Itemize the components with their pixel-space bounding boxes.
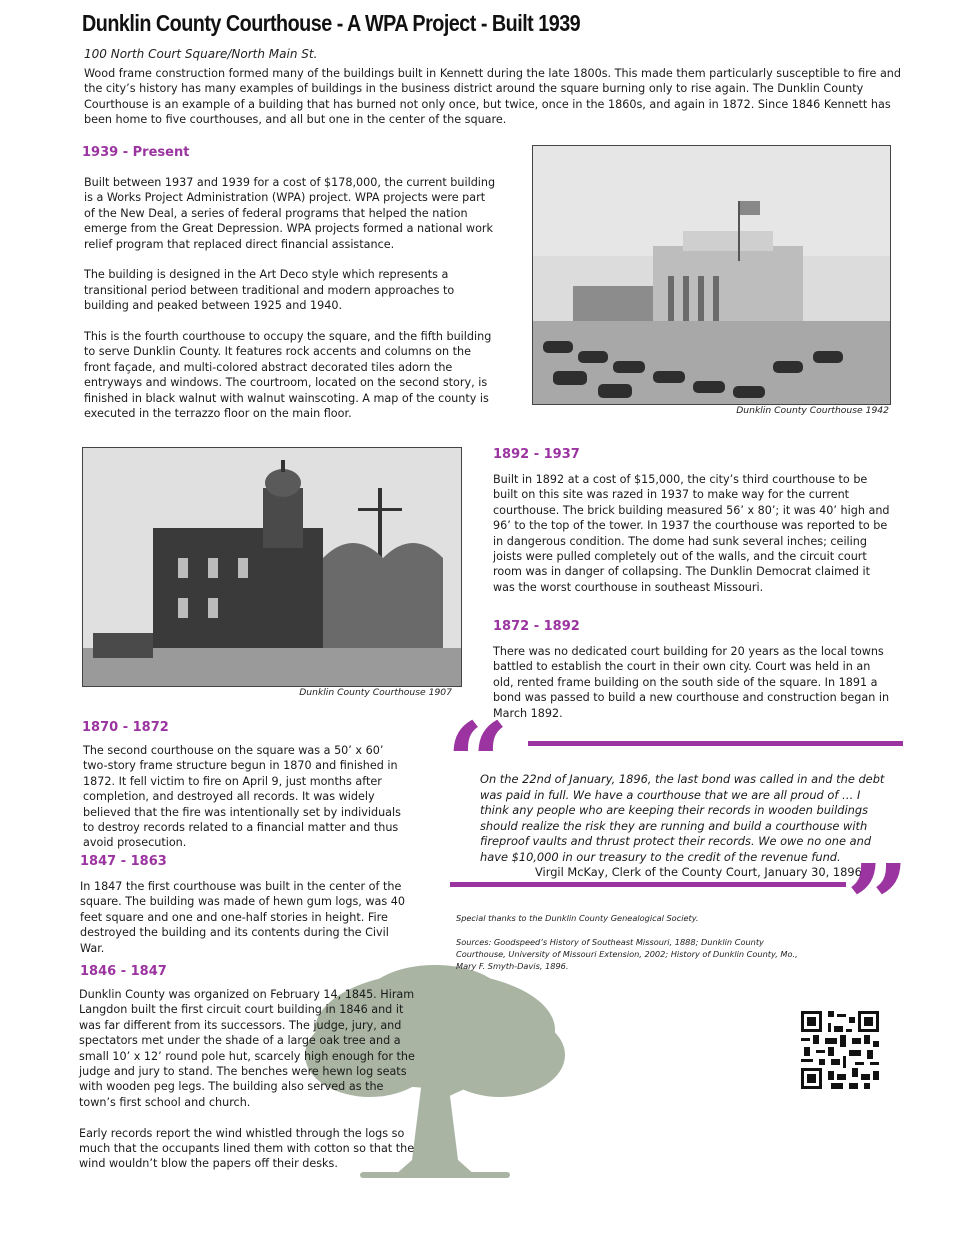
- section-heading-1847: 1847 - 1863: [80, 854, 167, 869]
- section-heading-1872: 1872 - 1892: [493, 619, 580, 634]
- address: 100 North Court Square/North Main St.: [84, 47, 318, 61]
- quote-top-rule: [528, 741, 903, 746]
- close-quote-mark: ”: [846, 840, 910, 969]
- section-heading-1939: 1939 - Present: [82, 145, 190, 160]
- section-heading-1892: 1892 - 1937: [493, 447, 580, 462]
- section-body-1847: [80, 879, 410, 971]
- intro-paragraph: Wood frame construction formed many of the buildings built in Kennett during the late 1800s. This made them particularly susceptible to fire and the city’s history has many examples of buildings in the business district around the square burning only to rise again. The Dunklin County Courthouse is an example of a building that has burned not only once, but twice, once in the 1860s, and again in 1872. Since 1846 Kennett has been home to five courthouses, and all but one in the center of the square.: [84, 67, 902, 127]
- paragraph: Built between 1937 and 1939 for a cost of $178,000, the current building is a Works Project Administration (WPA) project. WPA projects were part of the New Deal, a series of federal programs that helped the nation emerge from the Great Depression. WPA projects formed a national work relief program that replaced direct financial assistance.: [84, 176, 496, 251]
- quote-attribution: Virgil McKay, Clerk of the County Court, January 30, 1896: [535, 865, 862, 879]
- paragraph: There was no dedicated court building for 20 years as the local towns battled to establish the court in their own city. Court was held in an old, rented frame building on the south side of the square. In 1891 a bond was passed to build a new courthouse and construction began in March 1892.: [493, 645, 890, 720]
- open-quote-mark: “: [446, 698, 510, 827]
- section-body-1846: [79, 987, 423, 1187]
- quote-bottom-rule: [450, 882, 846, 887]
- paragraph: The second courthouse on the square was a 50’ x 60’ two-story frame structure begun in 1870 and finished in 1872. It fell victim to fire on April 9, just months after completion, and destroyed all records. It was widely believed that the fire was intentionally set by individuals to destroy records related to a financial matter and thus avoid prosecution.: [83, 744, 401, 850]
- quote-text: On the 22nd of January, 1896, the last bond was called in and the debt was paid in full. We have a courthouse that we are all proud of … I think any people who are keeping their records in wooden buildings should realize the risk they are running and build a courthouse with fireproof vaults and thrust protect their records. We owe no one and have $10,000 in our treasury to the credit of the revenue fund.: [480, 772, 885, 864]
- paragraph: Dunklin County was organized on February 14, 1845. Hiram Langdon built the first circuit court building in 1846 and it was far different from its successors. The judge, jury, and spectators met under the shade of a large oak tree and a small 10’ x 12’ round pole hut, scarcely high enough for the judge and jury to stand. The benches were hewn log seats with wooden peg legs. The building also served as the town’s first school and church.: [79, 988, 415, 1109]
- photo-courthouse-1907: [82, 447, 462, 687]
- paragraph: Built in 1892 at a cost of $15,000, the city’s third courthouse to be built on this site was razed in 1937 to make way for the current courthouse. The brick building measured 56’ x 80’; it was 40’ high and 96’ to the top of the tower. In 1937 the courthouse was reported to be in dangerous condition. The dome had sunk several inches; ceiling joists were pulled completely out of the walls, and the circuit court room was in danger of collapsing. The Dunklin Democrat claimed it was the worst courthouse in southeast Missouri.: [493, 473, 890, 594]
- page-title: Dunklin County Courthouse - A WPA Project - Built 1939: [82, 10, 581, 36]
- section-body-1892: [493, 472, 893, 611]
- paragraph: This is the fourth courthouse to occupy the square, and the fifth building to serve Dunklin County. It features rock accents and columns on the front façade, and multi-colored abstract decorated tiles adorn the entryways and windows. The courtroom, located on the second story, is finished in black walnut with walnut wainscoting. A map of the county is executed in the terrazzo floor on the main floor.: [84, 330, 492, 421]
- section-heading-1846: 1846 - 1847: [80, 964, 167, 979]
- paragraph: The building is designed in the Art Deco style which represents a transitional period between traditional and modern approaches to building and peaked between 1925 and 1940.: [84, 268, 455, 313]
- paragraph: In 1847 the first courthouse was built in the center of the square. The building was made of hewn gum logs, was 40 feet square and one and one-half stories in height. Fire destroyed the building and its contents during the Civil War.: [80, 880, 406, 955]
- qr-code-icon[interactable]: [801, 1011, 879, 1089]
- section-body-1870: [83, 743, 401, 866]
- photo-courthouse-1942: [532, 145, 891, 405]
- section-body-1872: [493, 644, 893, 736]
- section-body-1939: [84, 175, 496, 437]
- caption-1942: Dunklin County Courthouse 1942: [736, 405, 889, 416]
- caption-1907: Dunklin County Courthouse 1907: [299, 687, 452, 698]
- thanks-note: Special thanks to the Dunklin County Genealogical Society.: [456, 913, 699, 923]
- paragraph: Early records report the wind whistled through the logs so much that the occupants lined them with cotton so that the wind wouldn’t blow the papers off their desks.: [79, 1126, 415, 1171]
- section-heading-1870: 1870 - 1872: [82, 720, 169, 735]
- sources-note: Sources: Goodspeed’s History of Southeast Missouri, 1888; Dunklin County Courthouse, University of Missouri Extension, 2002; History of Dunklin County, Mo., Mary F. Smyth-Davis, 1896.: [456, 937, 798, 972]
